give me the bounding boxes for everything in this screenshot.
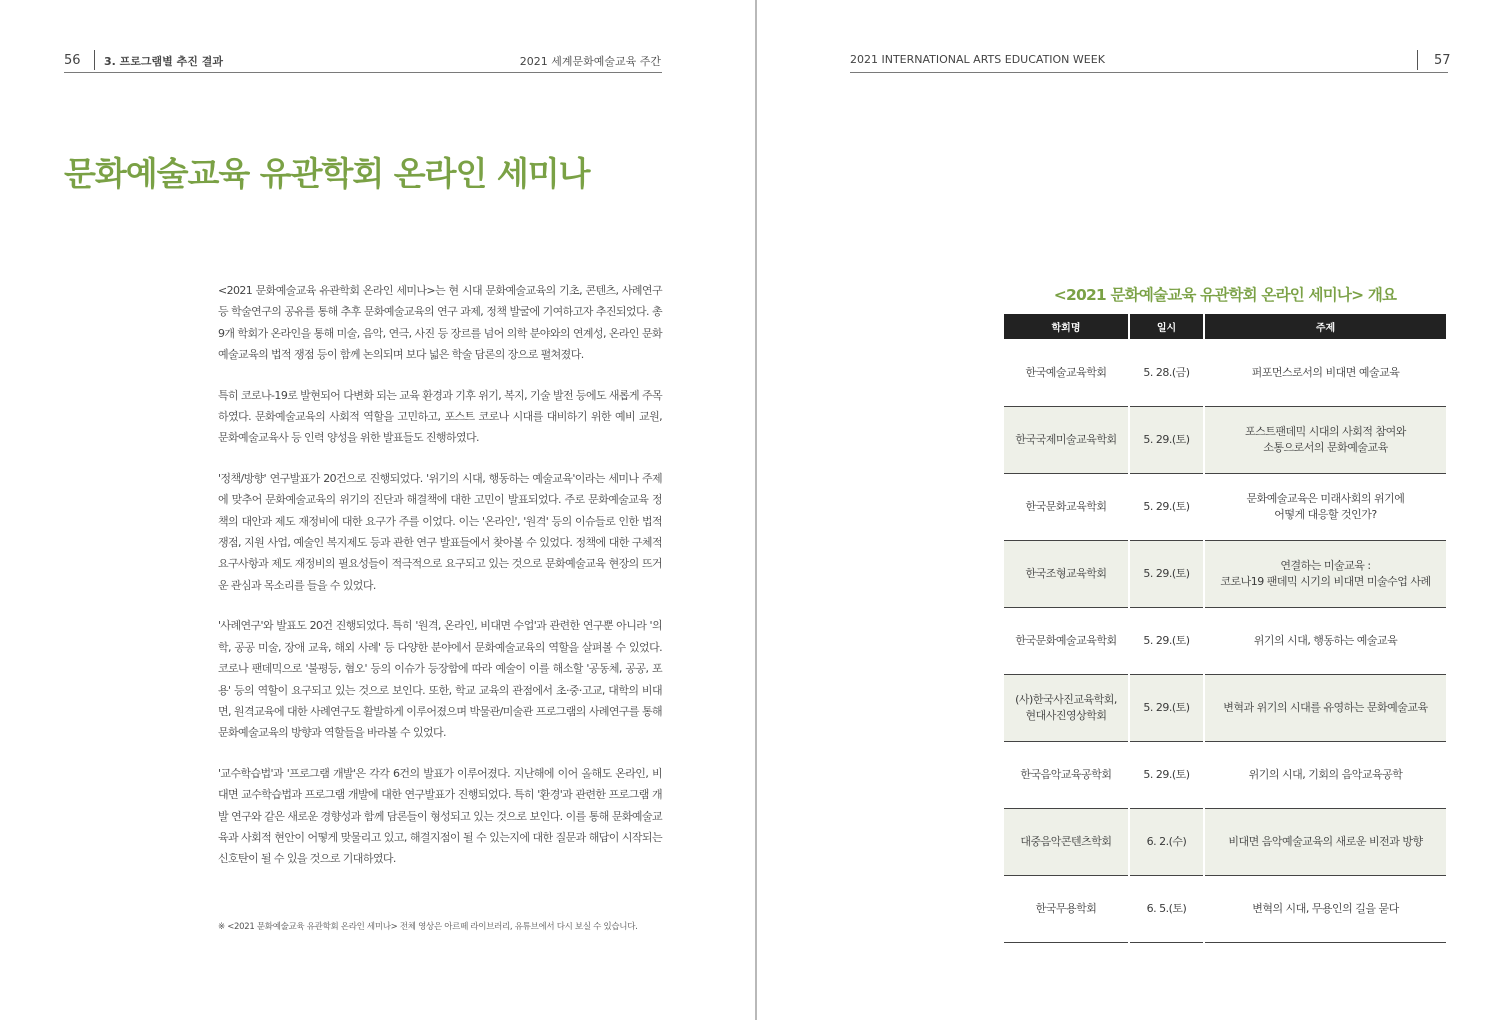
table-row xyxy=(1004,541,1446,608)
table-row xyxy=(1004,608,1446,675)
section-title: 3. 프로그램별 추진 결과 xyxy=(104,55,223,68)
column-header-topic: 주제 xyxy=(1205,314,1446,339)
topic-cell: 위기의 시대, 행동하는 예술교육 xyxy=(1205,608,1446,675)
seminar-table xyxy=(1002,314,1448,943)
footnote: ※ <2021 문화예술교육 유관학회 온라인 세미나> 전체 영상은 아르떼 라이브러리, 유튜브에서 다시 보실 수 있습니다. xyxy=(218,922,638,932)
paragraph-4: '사례연구'와 발표도 20건 진행되었다. 특히 '원격, 온라인, 비대면 수업'과 관련한 연구뿐 아니라 '의학, 공공 미술, 장애 교육, 해외 사례' 등 다양한 분야에서 문화예술교육의 역할을 살펴볼 수 있었다. 코로나 팬데믹으로 '불평등, 혐오' 등의 이슈가 등장함에 따라 예술이 이를 해소할 '공동체, 공공, 포용' 등의 역할이 요구되고 있는 것으로 보인다. 또한, 학교 교육의 관점에서 초·중·고교, 대학의 비대면, 원격교육에 대한 사례연구도 활발하게 이루어졌으며 박물관/미술관 프로그램의 사례연구를 통해 문화예술교육의 방향과 역할들을 바라볼 수 있었다. xyxy=(218,619,662,740)
column-header-society: 학회명 xyxy=(1004,314,1128,339)
society-cell: 한국문화교육학회 xyxy=(1004,474,1128,541)
topic-cell: 비대면 음악예술교육의 새로운 비전과 방향 xyxy=(1205,809,1446,876)
running-title-left: 2021 세계문화예술교육 주간 xyxy=(519,55,661,68)
date-cell: 5. 29.(토) xyxy=(1130,675,1203,742)
society-cell: 한국예술교육학회 xyxy=(1004,339,1128,407)
topic-cell: 변혁과 위기의 시대를 유영하는 문화예술교육 xyxy=(1205,675,1446,742)
page-number-right: 57 xyxy=(1434,53,1451,68)
table-row xyxy=(1004,339,1446,407)
society-cell: (사)한국사진교육학회, 현대사진영상학회 xyxy=(1004,675,1128,742)
date-cell: 5. 29.(토) xyxy=(1130,474,1203,541)
header-divider-right xyxy=(1417,50,1418,70)
table-row xyxy=(1004,742,1446,809)
society-cell: 한국문화예술교육학회 xyxy=(1004,608,1128,675)
header-rule-right xyxy=(850,72,1448,73)
header-rule-left xyxy=(64,72,662,73)
page-spine xyxy=(755,0,757,1020)
table-row xyxy=(1004,809,1446,876)
topic-cell: 변혁의 시대, 무용인의 길을 묻다 xyxy=(1205,876,1446,943)
date-cell: 6. 2.(수) xyxy=(1130,809,1203,876)
body-text xyxy=(218,280,662,889)
page-title: 문화예술교육 유관학회 온라인 세미나 xyxy=(64,154,590,193)
table-row xyxy=(1004,474,1446,541)
society-cell: 한국무용학회 xyxy=(1004,876,1128,943)
date-cell: 5. 28.(금) xyxy=(1130,339,1203,407)
society-cell: 대중음악콘텐츠학회 xyxy=(1004,809,1128,876)
paragraph-2: 특히 코로나-19로 발현되어 다변화 되는 교육 환경과 기후 위기, 복지, 기술 발전 등에도 새롭게 주목하였다. 문화예술교육의 사회적 역할을 고민하고, 포스트 코로나 시대를 대비하기 위한 예비 교원, 문화예술교육사 등 인력 양성을 위한 발표들도 진행하였다. xyxy=(218,388,662,445)
header-divider-left xyxy=(94,50,95,70)
society-cell: 한국음악교육공학회 xyxy=(1004,742,1128,809)
table-row xyxy=(1004,407,1446,474)
society-cell: 한국조형교육학회 xyxy=(1004,541,1128,608)
topic-cell: 위기의 시대, 기회의 음악교육공학 xyxy=(1205,742,1446,809)
paragraph-5: '교수학습법'과 '프로그램 개발'은 각각 6건의 발표가 이루어졌다. 지난해에 이어 올해도 온라인, 비대면 교수학습법과 프로그램 개발에 대한 연구발표가 진행되었다. 특히 '환경'과 관련한 프로그램 개발 연구와 같은 새로운 경향성과 함께 담론들이 형성되고 있는 것으로 보인다. 이를 통해 문화예술교육과 사회적 현안이 어떻게 맞물리고 있고, 해결지점이 될 수 있는지에 대한 질문과 해답이 시작되는 신호탄이 될 수 있을 것으로 기대하였다. xyxy=(218,766,662,866)
topic-cell: 연결하는 미술교육 : 코로나19 팬데믹 시기의 비대면 미술수업 사례 xyxy=(1205,541,1446,608)
topic-cell: 문화예술교육은 미래사회의 위기에 어떻게 대응할 것인가? xyxy=(1205,474,1446,541)
running-title-right: 2021 INTERNATIONAL ARTS EDUCATION WEEK xyxy=(850,53,1105,66)
table-row xyxy=(1004,876,1446,943)
paragraph-3: '정책/방향' 연구발표가 20건으로 진행되었다. '위기의 시대, 행동하는 예술교육'이라는 세미나 주제에 맞추어 문화예술교육의 위기의 진단과 해결책에 대한 고민이 발표되었다. 주로 문화예술교육 정책의 대안과 제도 재정비에 대한 요구가 주를 이었다. 이는 '온라인', '원격' 등의 이슈들로 인한 법적 쟁점, 지원 사업, 예술인 복지제도 등과 관한 연구 발표들에서 찾아볼 수 있었다. 정책에 대한 구체적 요구사항과 제도 재정비의 필요성들이 적극적으로 요구되고 있는 것으로 문화예술교육 현장의 뜨거운 관심과 목소리를 들을 수 있었다. xyxy=(218,471,662,592)
date-cell: 5. 29.(토) xyxy=(1130,541,1203,608)
date-cell: 5. 29.(토) xyxy=(1130,608,1203,675)
date-cell: 6. 5.(토) xyxy=(1130,876,1203,943)
column-header-date: 일시 xyxy=(1130,314,1203,339)
table-row xyxy=(1004,675,1446,742)
table-title: <2021 문화예술교육 유관학회 온라인 세미나> 개요 xyxy=(1053,286,1397,304)
topic-cell: 포스트팬데믹 시대의 사회적 참여와 소통으로서의 문화예술교육 xyxy=(1205,407,1446,474)
date-cell: 5. 29.(토) xyxy=(1130,742,1203,809)
date-cell: 5. 29.(토) xyxy=(1130,407,1203,474)
topic-cell: 퍼포먼스로서의 비대면 예술교육 xyxy=(1205,339,1446,407)
society-cell: 한국국제미술교육학회 xyxy=(1004,407,1128,474)
table-header-row xyxy=(1004,314,1446,339)
paragraph-1: <2021 문화예술교육 유관학회 온라인 세미나>는 현 시대 문화예술교육의 기초, 콘텐츠, 사례연구 등 학술연구의 공유를 통해 추후 문화예술교육의 연구 과제, 정책 발굴에 기여하고자 추진되었다. 총 9개 학회가 온라인을 통해 미술, 음악, 연극, 사진 등 장르를 넘어 의학 분야와의 연계성, 온라인 문화예술교육의 법적 쟁점 등이 함께 논의되며 보다 넓은 학술 담론의 장으로 펼쳐졌다. xyxy=(218,284,662,362)
page-number-left: 56 xyxy=(64,53,81,68)
